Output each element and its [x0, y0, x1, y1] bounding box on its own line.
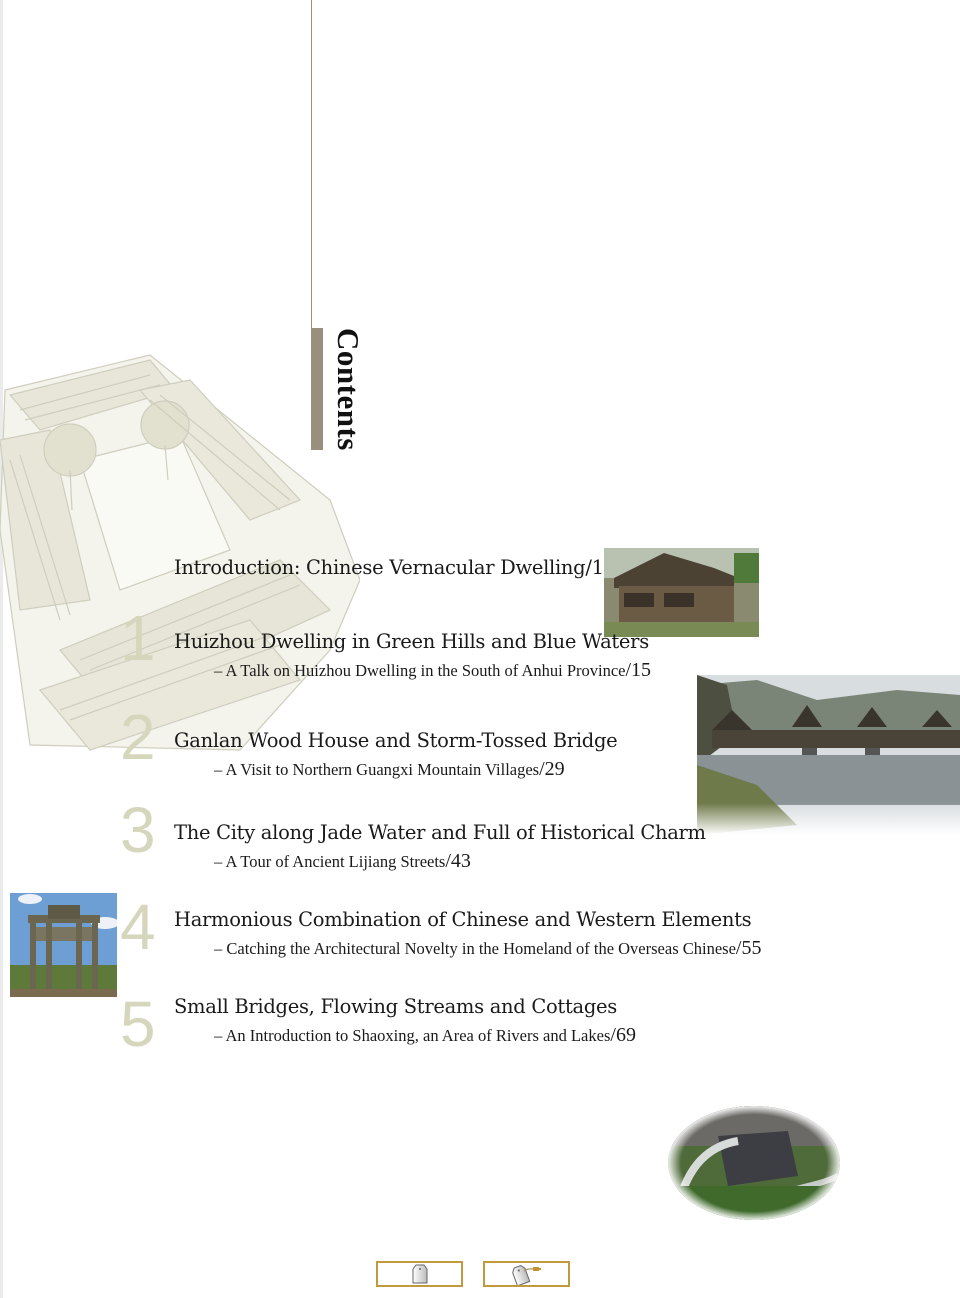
add-bookmark-button[interactable]: [483, 1261, 570, 1287]
stilt-house-photo: [604, 548, 759, 637]
chapter-title[interactable]: Small Bridges, Flowing Streams and Cottages: [174, 995, 617, 1018]
bookmark-tag-key-icon: [512, 1263, 542, 1285]
toc-chapter-1[interactable]: [174, 630, 651, 681]
subtitle-text: – A Visit to Northern Guangxi Mountain Villages: [214, 760, 540, 779]
page-title: Contents: [331, 328, 366, 451]
chapter-number-2: 2: [120, 701, 156, 773]
toc-chapter-4[interactable]: [174, 908, 761, 959]
chapter-title[interactable]: The City along Jade Water and Full of Historical Charm: [174, 821, 706, 844]
bookmark-tag-icon: [412, 1264, 428, 1284]
covered-bridge-photo: [697, 675, 960, 835]
toc-chapter-5[interactable]: [174, 995, 636, 1046]
chapter-number-4: 4: [120, 891, 156, 963]
page-number: /15: [625, 659, 652, 681]
chapter-number-1: 1: [120, 602, 156, 674]
toc-intro-title[interactable]: Introduction: Chinese Vernacular Dwelling/1: [174, 556, 604, 579]
chapter-subtitle: [174, 759, 617, 780]
page-number: /69: [610, 1024, 636, 1046]
chapter-subtitle: [174, 660, 651, 681]
chapter-number-5: 5: [120, 988, 156, 1060]
chapter-subtitle: [174, 851, 706, 872]
vertical-divider-line: [311, 0, 312, 330]
courtyard-sketch-illustration: [0, 350, 360, 760]
chapter-subtitle: [174, 938, 761, 959]
subtitle-text: – A Talk on Huizhou Dwelling in the South of Anhui Province: [214, 661, 626, 680]
bookmark-button[interactable]: [376, 1261, 463, 1287]
village-oval-photo: [668, 1106, 840, 1220]
subtitle-text: – Catching the Architectural Novelty in the Homeland of the Overseas Chinese: [214, 939, 736, 958]
chapter-title[interactable]: Harmonious Combination of Chinese and Western Elements: [174, 908, 752, 931]
chapter-number-3: 3: [120, 794, 156, 866]
chapter-title[interactable]: Huizhou Dwelling in Green Hills and Blue Waters: [174, 630, 649, 653]
chapter-subtitle: [174, 1025, 636, 1046]
toc-intro-entry[interactable]: [174, 556, 604, 580]
toc-chapter-2[interactable]: [174, 729, 617, 780]
subtitle-text: – A Tour of Ancient Lijiang Streets: [214, 852, 446, 871]
toc-chapter-3[interactable]: [174, 821, 706, 872]
chapter-title[interactable]: Ganlan Wood House and Storm-Tossed Bridge: [174, 729, 618, 752]
page-number: /43: [445, 850, 471, 872]
memorial-archway-photo: [10, 893, 117, 997]
page-number: /55: [735, 937, 762, 959]
page-number: /29: [539, 758, 565, 780]
subtitle-text: – An Introduction to Shaoxing, an Area of Rivers and Lakes: [214, 1026, 611, 1045]
